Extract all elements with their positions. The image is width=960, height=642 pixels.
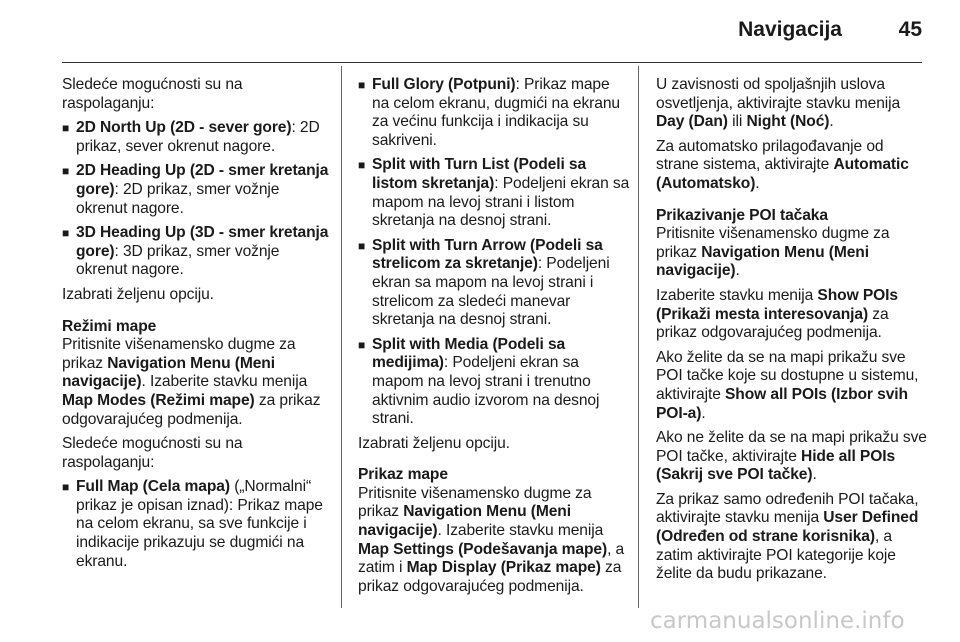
column-3	[656, 76, 928, 590]
column-divider	[638, 66, 639, 608]
paragraph: Ako želite da se na mapi prikažu sve POI tačke koje su dostupne u sistemu, aktivirajte Show all POIs (Izbor svih POI-a).	[656, 348, 919, 422]
option-item: ■ Full Glory (Potpuni): Prikaz mape na celom ekranu, dugmići na ekranu za većinu funkcija i indikacija su sakriveni.	[358, 76, 630, 150]
paragraph: Za prikaz samo određenih POI tačaka, aktivirajte stavku menija User Defined (Određen od strane korisnika), a zatim aktivirajte POI kategorije koje želite da budu prikazane.	[656, 490, 919, 583]
header-rule	[62, 62, 922, 63]
intro-text: Sledeće mogućnosti su na raspolaganju:	[62, 435, 243, 471]
paragraph: Pritisnite višenamensko dugme za prikaz Navigation Menu (Meni navigacije). Izaberite stavku menija Map Modes (Režimi mape) za prikaz odgovarajućeg podmenija.	[62, 336, 321, 428]
watermark: carmanualsonline.info	[650, 608, 905, 634]
column-1	[62, 76, 332, 577]
option-item: ■ Split with Media (Podeli sa medijima): Podeljeni ekran sa mapom na levoj strani i trenutno aktivnim audio izvorom na desnoj strani.	[358, 336, 630, 429]
option-item: ■ Full Map (Cela mapa) („Normalni“ prikaz je opisan iznad): Prikaz mape na celom ekranu, sa sve funkcije i indikacije prikazuju se dugmići na ekranu.	[62, 478, 332, 571]
column-2	[358, 76, 630, 602]
option-item: ■ 2D North Up (2D - sever gore): 2D prikaz, sever okrenut nagore.	[62, 119, 332, 156]
select-text: Izabrati željenu opciju.	[62, 285, 214, 303]
page-number: 45	[898, 18, 922, 41]
paragraph: Pritisnite višenamensko dugme za prikaz Navigation Menu (Meni navigacije). Izaberite stavku menija Map Settings (Podešavanja mape), a zatim i Map Display (Prikaz mape) za prikaz odgovarajućeg podmenija.	[358, 484, 625, 595]
option-item: ■ 2D Heading Up (2D - smer kretanja gore): 2D prikaz, smer vožnje okrenut nagore.	[62, 162, 332, 218]
section-heading: Režimi mape	[62, 317, 157, 335]
select-text: Izabrati željenu opciju.	[358, 434, 510, 452]
paragraph: Ako ne želite da se na mapi prikažu sve POI tačke, aktivirajte Hide all POIs (Sakrij sve POI tačke).	[656, 429, 927, 484]
section-heading: Prikaz mape	[358, 466, 448, 484]
page-header	[0, 0, 960, 66]
option-item: ■ 3D Heading Up (3D - smer kretanja gore): 3D prikaz, smer vožnje okrenut nagore.	[62, 224, 332, 280]
paragraph: Za automatsko prilagođavanje od strane sistema, aktivirajte Automatic (Automatsko).	[656, 137, 909, 192]
page-title: Navigacija	[738, 18, 842, 41]
option-item: ■ Split with Turn List (Podeli sa listom skretanja): Podeljeni ekran sa mapom na levoj strani i listom skretanja na desnoj strani.	[358, 156, 630, 230]
intro-text: Sledeće mogućnosti su na raspolaganju:	[62, 76, 243, 112]
paragraph: Izaberite stavku menija Show POIs (Prikaži mesta interesovanja) za prikaz odgovarajućeg podmenija.	[656, 286, 898, 342]
column-divider	[341, 66, 342, 608]
option-item: ■ Split with Turn Arrow (Podeli sa strelicom za skretanje): Podeljeni ekran sa mapom na levoj strani i strelicom za sledeći manevar skretanja na desnoj strani.	[358, 237, 630, 330]
paragraph: Pritisnite višenamensko dugme za prikaz Navigation Menu (Meni navigacije).	[656, 225, 890, 280]
paragraph: U zavisnosti od spoljašnjih uslova osvetljenja, aktivirajte stavku menija Day (Dan) ili Night (Noć).	[656, 76, 901, 131]
section-heading: Prikazivanje POI tačaka	[656, 206, 828, 224]
